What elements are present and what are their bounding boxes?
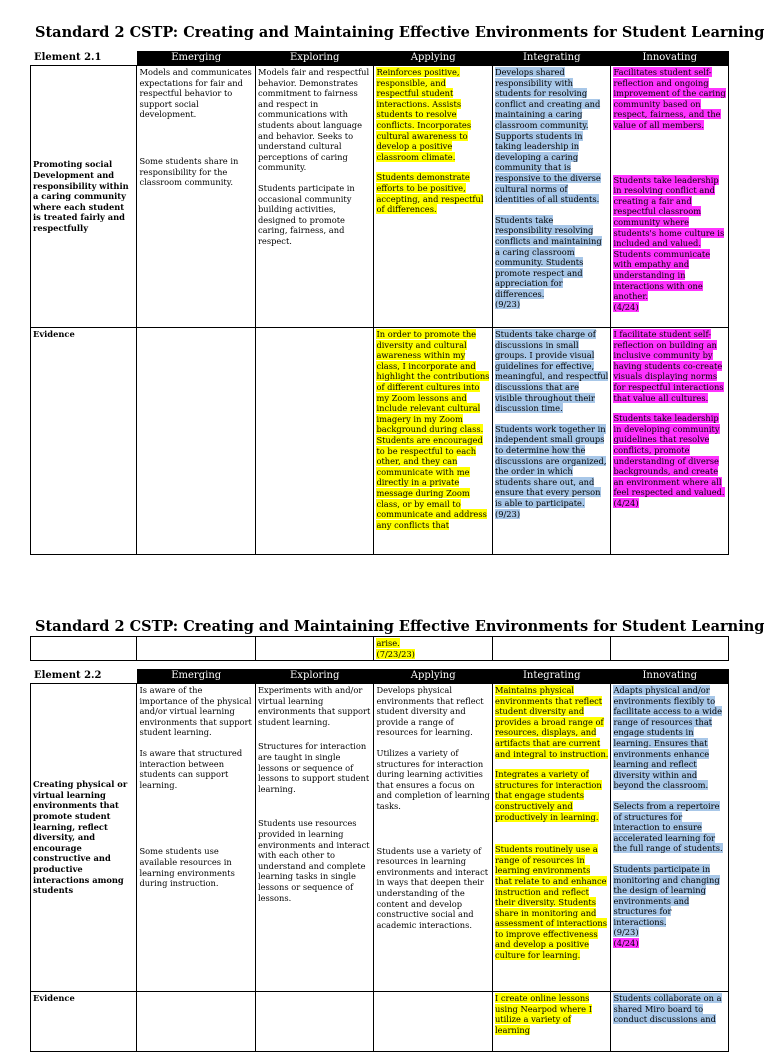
evidence-integrating: Students take charge of discussions in small groups. I provide visual guidelines for effective, meaningful, and respectful discussions that are visible throughout their discussion time. Students work together in independent small groups to determine how the discussions are organized, the order in which students share out, and ensure that every person is able to participate. (9/23) bbox=[492, 328, 611, 555]
cell-exploring-2: Experiments with and/or virtual learning environments that support student learning. Structures for interaction are taught in single lessons or sequence of lessons to support student learning. Students use resources provided in learning environments and interact with each other to understand and complete learning tasks in single lessons or sequence of lessons. bbox=[255, 684, 374, 992]
evidence-exploring-2 bbox=[255, 992, 374, 1052]
element-2-2-table bbox=[30, 669, 729, 1052]
column-header-innovating: Innovating bbox=[611, 52, 729, 66]
cell-integrating-2: Maintains physical environments that reflect student diversity and provides a broad range of resources, displays, and artifacts that are current and integral to instruction. Integrates a variety of structures for interaction that engage students constructively and productively in learning. Students routinely use a range of resources in learning environments that relate to and enhance instruction and reflect their diversity. Students share in monitoring and assessment of interactions to improve effectiveness and develop a positive culture for learning. bbox=[492, 684, 611, 992]
column-header-exploring: Exploring bbox=[255, 52, 374, 66]
page-title: Standard 2 CSTP: Creating and Maintaining Effective Environments for Student Learning bbox=[35, 24, 765, 41]
evidence-label-2: Evidence bbox=[31, 992, 137, 1052]
evidence-applying-2 bbox=[374, 992, 493, 1052]
evidence-innovating: I facilitate student self-reflection on building an inclusive community by having students co-create visuals displaying norms for respectful interactions that value all cultures. Students take leadership in developing community guidelines that resolve conflicts, promote understanding of diverse backgrounds, and create an environment where all feel respected and valued. (4/24) bbox=[611, 328, 729, 555]
carryover-applying: arise. (7/23/23) bbox=[374, 637, 493, 661]
cell-applying-2: Develops physical environments that reflect student diversity and provide a range of resources for learning. Utilizes a variety of structures for interaction during learning activities that ensures a focus on and completion of learning tasks. Students use a variety of resources in learning environments and interact in ways that deepen their understanding of the content and develop constructive social and academic interactions. bbox=[374, 684, 493, 992]
column-header-innovating-2: Innovating bbox=[611, 670, 729, 684]
column-header-applying: Applying bbox=[374, 52, 493, 66]
carryover-table bbox=[30, 636, 729, 661]
evidence-applying: In order to promote the diversity and cultural awareness within my class, I incorporate and highlight the contributions of different cultures into my Zoom lessons and include relevant cultural imagery in my Zoom background during class. Students are encouraged to be respectful to each other, and they can communicate with me directly in a private message during Zoom class, or by email to communicate and address any conflicts that bbox=[374, 328, 493, 555]
evidence-emerging bbox=[137, 328, 256, 555]
element-label: Element 2.1 bbox=[31, 52, 137, 66]
row-label: Promoting social Development and responsibility within a caring community where each student is treated fairly and respectfully bbox=[31, 66, 137, 328]
evidence-innovating-2: Students collaborate on a shared Miro board to conduct discussions and bbox=[611, 992, 729, 1052]
evidence-label: Evidence bbox=[31, 328, 137, 555]
page-title-2: Standard 2 CSTP: Creating and Maintaining Effective Environments for Student Learning bbox=[35, 618, 765, 635]
column-header-integrating-2: Integrating bbox=[492, 670, 611, 684]
evidence-emerging-2 bbox=[137, 992, 256, 1052]
evidence-exploring bbox=[255, 328, 374, 555]
cell-exploring: Models fair and respectful behavior. Demonstrates commitment to fairness and respect in communications with students about language and behavior. Seeks to understand cultural perceptions of caring community. Students participate in occasional community building activities, designed to promote caring, fairness, and respect. bbox=[255, 66, 374, 328]
cell-emerging: Models and communicates expectations for fair and respectful behavior to support social development. Some students share in responsibility for the classroom community. bbox=[137, 66, 256, 328]
column-header-emerging: Emerging bbox=[137, 52, 256, 66]
element-label-2: Element 2.2 bbox=[31, 670, 137, 684]
cell-innovating-2: Adapts physical and/or environments flexibly to facilitate access to a wide range of resources that engage students in learning. Ensures that environments enhance learning and reflect diversity within and beyond the classroom. Selects from a repertoire of structures for interaction to ensure accelerated learning for the full range of students. Students participate in monitoring and changing the design of learning environments and structures for interactions. (9/23) (4/24) bbox=[611, 684, 729, 992]
evidence-integrating-2: I create online lessons using Nearpod where I utilize a variety of learning bbox=[492, 992, 611, 1052]
column-header-integrating: Integrating bbox=[492, 52, 611, 66]
element-2-1-table bbox=[30, 51, 729, 555]
cell-emerging-2: Is aware of the importance of the physical and/or virtual learning environments that support student learning. Is aware that structured interaction between students can support learning. Some students use available resources in learning environments during instruction. bbox=[137, 684, 256, 992]
cell-integrating: Develops shared responsibility with students for resolving conflict and creating and maintaining a caring classroom community. Supports students in taking leadership in developing a caring community that is responsive to the diverse cultural norms of identities of all students. Students take responsibility resolving conflicts and maintaining a caring classroom community. Students promote respect and appreciation for differences. (9/23) bbox=[492, 66, 611, 328]
column-header-exploring-2: Exploring bbox=[255, 670, 374, 684]
cell-innovating: Facilitates student self-reflection and ongoing improvement of the caring community based on respect, fairness, and the value of all members. Students take leadership in resolving conflict and creating a fair and respectful classroom community where students's home culture is included and valued. Students communicate with empathy and understanding in interactions with one another. (4/24) bbox=[611, 66, 729, 328]
row-label-2: Creating physical or virtual learning environments that promote student learning, reflect diversity, and encourage constructive and productive interactions among students bbox=[31, 684, 137, 992]
column-header-emerging-2: Emerging bbox=[137, 670, 256, 684]
column-header-applying-2: Applying bbox=[374, 670, 493, 684]
cell-applying: Reinforces positive, responsible, and respectful student interactions. Assists students to resolve conflicts. Incorporates cultural awareness to develop a positive classroom climate. Students demonstrate efforts to be positive, accepting, and respectful of differences. bbox=[374, 66, 493, 328]
